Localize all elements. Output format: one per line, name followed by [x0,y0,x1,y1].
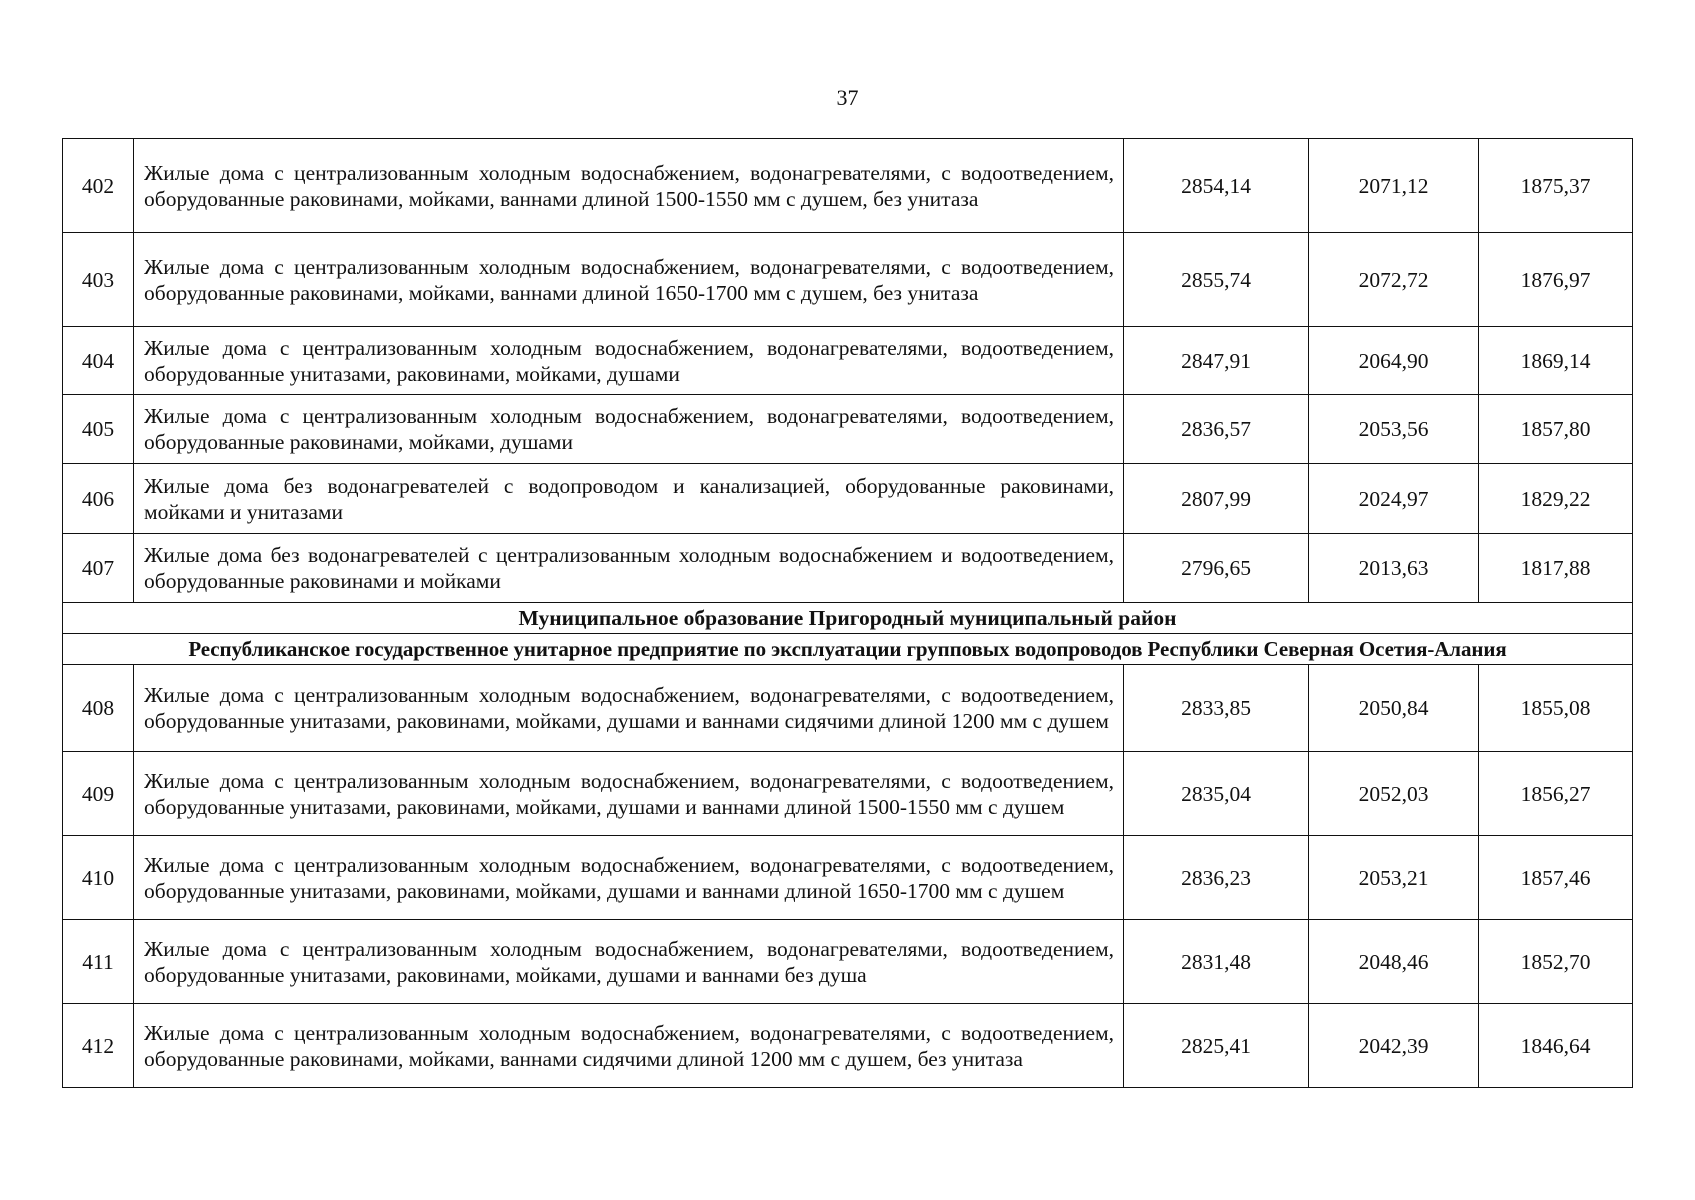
row-value-1: 2831,48 [1124,920,1309,1004]
row-value-1: 2796,65 [1124,534,1309,603]
row-value-1: 2836,23 [1124,836,1309,920]
row-description: Жилые дома с централизованным холодным водоснабжением, водонагревателями, водоотведением, оборудованные унитазами, раковинами, мойками, душами и ваннами без душа [134,920,1124,1004]
table-row [63,665,1633,752]
row-value-3: 1869,14 [1479,327,1633,395]
row-value-3: 1857,80 [1479,395,1633,464]
row-value-3: 1817,88 [1479,534,1633,603]
row-value-2: 2052,03 [1309,752,1479,836]
row-value-3: 1852,70 [1479,920,1633,1004]
row-value-2: 2072,72 [1309,233,1479,327]
row-value-3: 1875,37 [1479,139,1633,233]
row-value-3: 1857,46 [1479,836,1633,920]
row-description: Жилые дома с централизованным холодным водоснабжением, водонагревателями, водоотведением, оборудованные унитазами, раковинами, мойками, душами [134,327,1124,395]
row-value-2: 2042,39 [1309,1004,1479,1088]
row-description: Жилые дома без водонагревателей с водопроводом и канализацией, оборудованные раковинами, мойками и унитазами [134,464,1124,534]
row-value-3: 1855,08 [1479,665,1633,752]
row-value-1: 2825,41 [1124,1004,1309,1088]
row-number: 409 [63,752,134,836]
row-value-1: 2847,91 [1124,327,1309,395]
page-number: 37 [836,85,859,110]
row-value-2: 2071,12 [1309,139,1479,233]
tariff-table [62,138,1633,1088]
table-row [63,327,1633,395]
row-value-2: 2053,56 [1309,395,1479,464]
row-value-2: 2048,46 [1309,920,1479,1004]
table-row [63,233,1633,327]
table-row [63,920,1633,1004]
row-value-1: 2854,14 [1124,139,1309,233]
table-row [63,534,1633,603]
row-value-2: 2013,63 [1309,534,1479,603]
table-row [63,1004,1633,1088]
table-row [63,836,1633,920]
row-number: 408 [63,665,134,752]
row-value-1: 2855,74 [1124,233,1309,327]
row-description: Жилые дома с централизованным холодным водоснабжением, водонагревателями, с водоотведением, оборудованные раковинами, мойками, ваннами длиной 1500-1550 мм с душем, без унитаза [134,139,1124,233]
row-value-1: 2807,99 [1124,464,1309,534]
row-value-2: 2024,97 [1309,464,1479,534]
table-row [63,464,1633,534]
row-value-1: 2836,57 [1124,395,1309,464]
row-description: Жилые дома с централизованным холодным водоснабжением, водонагревателями, с водоотведением, оборудованные унитазами, раковинами, мойками, душами и ваннами длиной 1500-1550 мм с душем [134,752,1124,836]
row-number: 402 [63,139,134,233]
row-number: 407 [63,534,134,603]
row-description: Жилые дома без водонагревателей с централизованным холодным водоснабжением и водоотведением, оборудованные раковинами и мойками [134,534,1124,603]
row-value-2: 2064,90 [1309,327,1479,395]
row-description: Жилые дома с централизованным холодным водоснабжением, водонагревателями, с водоотведением, оборудованные раковинами, мойками, ваннами длиной 1650-1700 мм с душем, без унитаза [134,233,1124,327]
row-number: 411 [63,920,134,1004]
table-row [63,139,1633,233]
row-description: Жилые дома с централизованным холодным водоснабжением, водонагревателями, с водоотведением, оборудованные раковинами, мойками, ваннами сидячими длиной 1200 мм с душем, без унитаза [134,1004,1124,1088]
section-row [63,634,1633,665]
section-organization: Республиканское государственное унитарное предприятие по эксплуатации групповых водопроводов Республики Северная Осетия-Алания [63,634,1633,665]
table-row [63,752,1633,836]
row-description: Жилые дома с централизованным холодным водоснабжением, водонагревателями, с водоотведением, оборудованные унитазами, раковинами, мойками, душами и ваннами длиной 1650-1700 мм с душем [134,836,1124,920]
row-number: 405 [63,395,134,464]
row-number: 410 [63,836,134,920]
row-number: 412 [63,1004,134,1088]
section-row [63,603,1633,634]
row-value-3: 1846,64 [1479,1004,1633,1088]
row-number: 406 [63,464,134,534]
row-value-2: 2053,21 [1309,836,1479,920]
row-number: 404 [63,327,134,395]
row-value-2: 2050,84 [1309,665,1479,752]
row-description: Жилые дома с централизованным холодным водоснабжением, водонагревателями, с водоотведением, оборудованные унитазами, раковинами, мойками, душами и ваннами сидячими длиной 1200 мм с душем [134,665,1124,752]
table-row [63,395,1633,464]
row-description: Жилые дома с централизованным холодным водоснабжением, водонагревателями, водоотведением, оборудованные раковинами, мойками, душами [134,395,1124,464]
section-municipality: Муниципальное образование Пригородный муниципальный район [63,603,1633,634]
row-value-3: 1876,97 [1479,233,1633,327]
row-value-3: 1856,27 [1479,752,1633,836]
row-value-3: 1829,22 [1479,464,1633,534]
row-value-1: 2833,85 [1124,665,1309,752]
row-number: 403 [63,233,134,327]
row-value-1: 2835,04 [1124,752,1309,836]
